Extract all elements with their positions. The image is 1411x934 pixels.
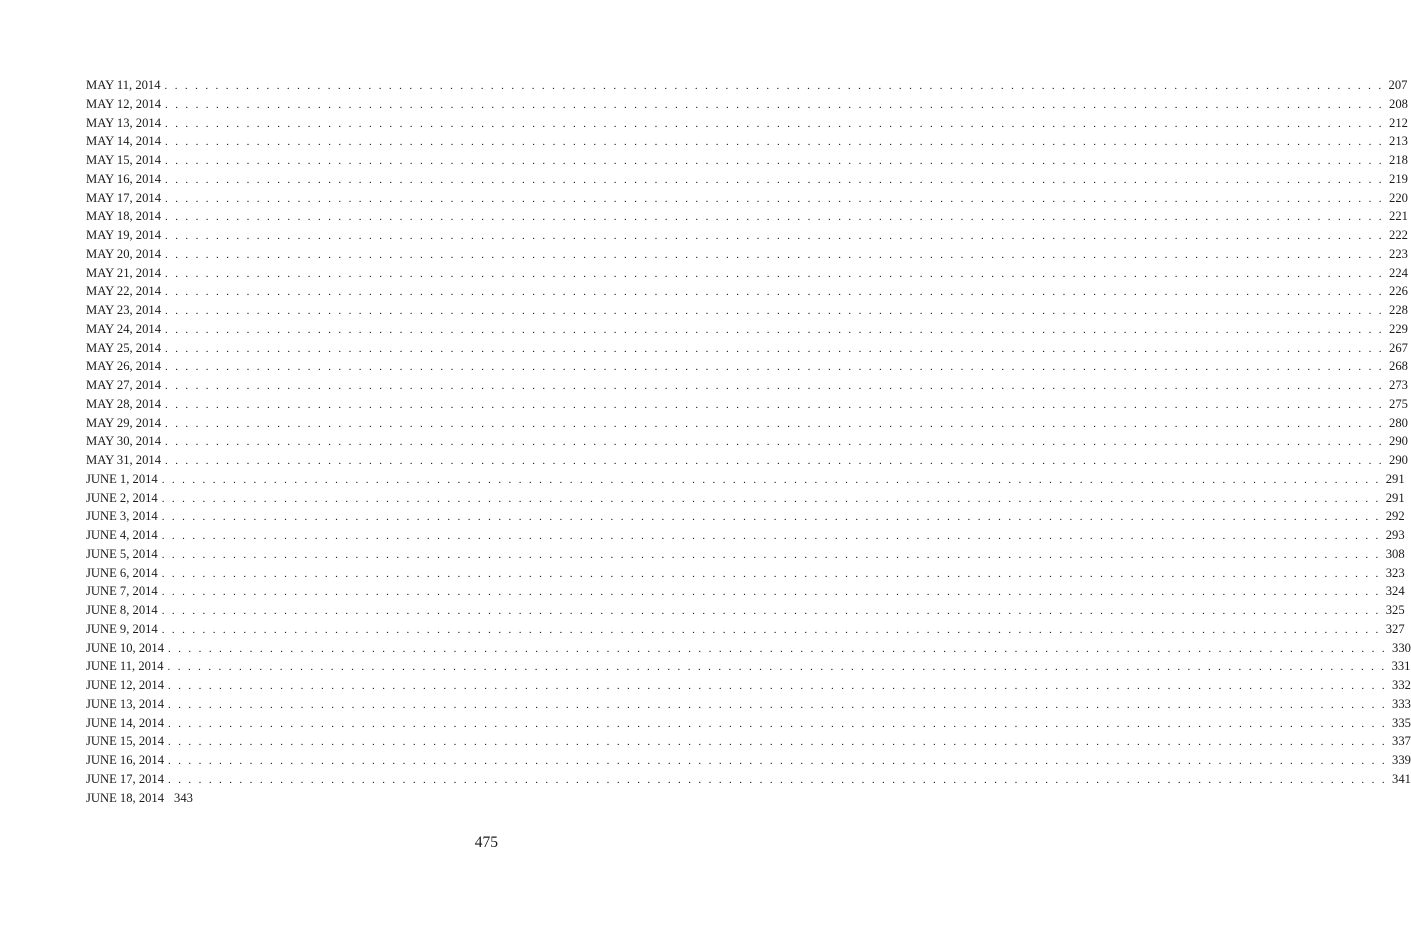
toc-entry — [86, 226, 1408, 245]
toc-entry — [86, 320, 1408, 339]
toc-entry-page: 280 — [1389, 415, 1408, 430]
toc-entry-page: 325 — [1385, 603, 1405, 617]
dot-leader: . . . . . . . . . . . . . . . . . . . . . . . . . . . . . . . . . . . . . . . . . . . . . . . . . . . . . . . . . . . . . . . . . . . . . . . . . . . . . . . . . . . . . . . . . . . . . . . . . . . . . . . . . . . . . . . . . . . . . . . . — [165, 98, 1384, 111]
toc-entry-page: 267 — [1389, 340, 1408, 355]
toc-entry-page: 226 — [1389, 284, 1408, 299]
toc-entry-page: 224 — [1389, 265, 1408, 280]
dot-leader: . . . . . . . . . . . . . . . . . . . . . . . . . . . . . . . . . . . . . . . . . . . . . . . . . . . . . . . . . . . . . . . . . . . . . . . . . . . . . . . . . . . . . . . . . . . . . . . . . . . . . . . . . . . . . . . . . . . . . . . . — [165, 380, 1384, 392]
dot-leader: . . . . . . . . . . . . . . . . . . . . . . . . . . . . . . . . . . . . . . . . . . . . . . . . . . . . . . . . . . . . . . . . . . . . . . . . . . . . . . . . . . . . . . . . . . . . . . . . . . . . . . . . . . . . . . . . . . . . . . . . — [168, 642, 1387, 655]
toc-entry — [86, 376, 1408, 395]
toc-entry-label: JUNE 8, 2014 — [86, 603, 158, 617]
toc-entry — [86, 676, 1411, 695]
toc-entry-label: JUNE 2, 2014 — [86, 490, 158, 505]
dot-leader: . . . . . . . . . . . . . . . . . . . . . . . . . . . . . . . . . . . . . . . . . . . . . . . . . . . . . . . . . . . . . . . . . . . . . . . . . . . . . . . . . . . . . . . . . . . . . . . . . . . . . . . . . . . . . . . . . . . . . . . . — [161, 567, 1381, 580]
toc-entry-label: JUNE 11, 2014 — [86, 659, 164, 674]
dot-leader: . . . . . . . . . . . . . . . . . . . . . . . . . . . . . . . . . . . . . . . . . . . . . . . . . . . . . . . . . . . . . . . . . . . . . . . . . . . . . . . . . . . . . . . . . . . . . . . . . . . . . . . . . . . . . . . . . . . . . . . . — [168, 680, 1387, 692]
toc-entry-label: JUNE 1, 2014 — [86, 471, 158, 486]
toc-entry — [86, 245, 1408, 264]
toc-entry — [86, 770, 1411, 789]
dot-leader: . . . . . . . . . . . . . . . . . . . . . . . . . . . . . . . . . . . . . . . . . . . . . . . . . . . . . . . . . . . . . . . . . . . . . . . . . . . . . . . . . . . . . . . . . . . . . . . . . . . . . . . . . . . . . . . . . . . . . . . . — [165, 192, 1384, 205]
toc-entry-label: MAY 18, 2014 — [86, 209, 161, 224]
toc-entry-label: MAY 26, 2014 — [86, 359, 161, 374]
toc-entry-label: MAY 23, 2014 — [86, 303, 161, 317]
toc-entry-page: 212 — [1389, 115, 1408, 130]
toc-entry-page: 323 — [1385, 565, 1405, 580]
toc-entry-label: MAY 20, 2014 — [86, 246, 161, 261]
dot-leader: . . . . . . . . . . . . . . . . . . . . . . . . . . . . . . . . . . . . . . . . . . . . . . . . . . . . . . . . . . . . . . . . . . . . . . . . . . . . . . . . . . . . . . . . . . . . . . . . . . . . . . . . . . . . . . . . . . . . . . . . — [165, 417, 1384, 430]
toc-entry-label: JUNE 7, 2014 — [86, 584, 158, 599]
toc-entry-page: 332 — [1392, 678, 1411, 692]
toc-entry — [86, 76, 1408, 95]
toc-entry-page: 218 — [1389, 153, 1408, 167]
dot-leader: . . . . . . . . . . . . . . . . . . . . . . . . . . . . . . . . . . . . . . . . . . . . . . . . . . . . . . . . . . . . . . . . . . . . . . . . . . . . . . . . . . . . . . . . . . . . . . . . . . . . . . . . . . . . . . . . . . . . . . . . — [167, 661, 1387, 674]
dot-leader: . . . . . . . . . . . . . . . . . . . . . . . . . . . . . . . . . . . . . . . . . . . . . . . . . . . . . . . . . . . . . . . . . . . . . . . . . . . . . . . . . . . . . . . . . . . . . . . . . . . . . . . . . . . . . . . . . . . . . . . . — [161, 548, 1381, 561]
toc-entry — [86, 489, 1405, 508]
dot-leader: . . . . . . . . . . . . . . . . . . . . . . . . . . . . . . . . . . . . . . . . . . . . . . . . . . . . . . . . . . . . . . . . . . . . . . . . . . . . . . . . . . . . . . . . . . . . . . . . . . . . . . . . . . . . . . . . . . . . . . . . — [165, 361, 1384, 374]
dot-leader: . . . . . . . . . . . . . . . . . . . . . . . . . . . . . . . . . . . . . . . . . . . . . . . . . . . . . . . . . . . . . . . . . . . . . . . . . . . . . . . . . . . . . . . . . . . . . . . . . . . . . . . . . . . . . . . . . . . . . . . . — [161, 511, 1381, 524]
toc-entry-label: MAY 29, 2014 — [86, 415, 161, 430]
dot-leader: . . . . . . . . . . . . . . . . . . . . . . . . . . . . . . . . . . . . . . . . . . . . . . . . . . . . . . . . . . . . . . . . . . . . . . . . . . . . . . . . . . . . . . . . . . . . . . . . . . . . . . . . . . . . . . . . . . . . . . . . — [165, 230, 1384, 242]
toc-entry — [86, 582, 1405, 601]
toc-entry-page: 208 — [1389, 96, 1408, 111]
toc-entry-label: MAY 15, 2014 — [86, 153, 161, 167]
toc-entry — [86, 132, 1408, 151]
toc-entry-label: MAY 16, 2014 — [86, 171, 161, 186]
toc-entry-page: 213 — [1389, 134, 1408, 149]
toc-entry-label: MAY 19, 2014 — [86, 228, 161, 242]
toc-entry-label: MAY 24, 2014 — [86, 321, 161, 336]
dot-leader: . . . . . . . . . . . . . . . . . . . . . . . . . . . . . . . . . . . . . . . . . . . . . . . . . . . . . . . . . . . . . . . . . . . . . . . . . . . . . . . . . . . . . . . . . . . . . . . . . . . . . . . . . . . . . . . . . . . . . . . . — [165, 155, 1384, 167]
dot-leader: . . . . . . . . . . . . . . . . . . . . . . . . . . . . . . . . . . . . . . . . . . . . . . . . . . . . . . . . . . . . . . . . . . . . . . . . . . . . . . . . . . . . . . . . . . . . . . . . . . . . . . . . . . . . . . . . . . . . . . . . — [168, 736, 1387, 749]
toc-entry — [86, 432, 1408, 451]
dot-leader: . . . . . . . . . . . . . . . . . . . . . . . . . . . . . . . . . . . . . . . . . . . . . . . . . . . . . . . . . . . . . . . . . . . . . . . . . . . . . . . . . . . . . . . . . . . . . . . . . . . . . . . . . . . . . . . . . . . . . . . . — [165, 305, 1384, 317]
toc-entry-page: 219 — [1389, 171, 1408, 186]
toc-entry-label: JUNE 5, 2014 — [86, 546, 158, 561]
dot-leader: . . . . . . . . . . . . . . . . . . . . . . . . . . . . . . . . . . . . . . . . . . . . . . . . . . . . . . . . . . . . . . . . . . . . . . . . . . . . . . . . . . . . . . . . . . . . . . . . . . . . . . . . . . . . . . . . . . . . . . . . — [165, 436, 1384, 449]
toc-entry-label: MAY 17, 2014 — [86, 190, 161, 205]
toc-entry-label: MAY 30, 2014 — [86, 434, 161, 449]
toc-entry-label: MAY 27, 2014 — [86, 378, 161, 392]
toc-entry-page: 331 — [1391, 659, 1411, 674]
dot-leader: . . . . . . . . . . . . . . . . . . . . . . . . . . . . . . . . . . . . . . . . . . . . . . . . . . . . . . . . . . . . . . . . . . . . . . . . . . . . . . . . . . . . . . . . . . . . . . . . . . . . . . . . . . . . . . . . . . . . . . . . — [165, 455, 1384, 467]
dot-leader: . . . . . . . . . . . . . . . . . . . . . . . . . . . . . . . . . . . . . . . . . . . . . . . . . . . . . . . . . . . . . . . . . . . . . . . . . . . . . . . . . . . . . . . . . . . . . . . . . . . . . . . . . . . . . . . . . . . . . . . . — [161, 605, 1381, 617]
toc-entry-label: JUNE 13, 2014 — [86, 696, 165, 711]
toc-entry — [86, 657, 1411, 676]
dot-leader: . . . . . . . . . . . . . . . . . . . . . . . . . . . . . . . . . . . . . . . . . . . . . . . . . . . . . . . . . . . . . . . . . . . . . . . . . . . . . . . . . . . . . . . . . . . . . . . . . . . . . . . . . . . . . . . . . . . . . . . . — [165, 323, 1384, 336]
dot-leader: . . . . . . . . . . . . . . . . . . . . . . . . . . . . . . . . . . . . . . . . . . . . . . . . . . . . . . . . . . . . . . . . . . . . . . . . . . . . . . . . . . . . . . . . . . . . . . . . . . . . . . . . . . . . . . . . . . . . . . . . — [165, 342, 1384, 355]
toc-entry-page: 207 — [1388, 78, 1408, 92]
dot-leader: . . . . . . . . . . . . . . . . . . . . . . . . . . . . . . . . . . . . . . . . . . . . . . . . . . . . . . . . . . . . . . . . . . . . . . . . . . . . . . . . . . . . . . . . . . . . . . . . . . . . . . . . . . . . . . . . . . . . . . . . — [168, 717, 1387, 730]
dot-leader: . . . . . . . . . . . . . . . . . . . . . . . . . . . . . . . . . . . . . . . . . . . . . . . . . . . . . . . . . . . . . . . . . . . . . . . . . . . . . . . . . . . . . . . . . . . . . . . . . . . . . . . . . . . . . . . . . . . . . . . . — [168, 755, 1387, 767]
toc-entry-page: 333 — [1392, 696, 1411, 711]
toc-entry-page: 293 — [1385, 528, 1405, 542]
toc-entry — [86, 601, 1405, 620]
toc-entry-label: JUNE 10, 2014 — [86, 640, 165, 655]
toc-entry-label: MAY 22, 2014 — [86, 284, 161, 299]
dot-leader: . . . . . . . . . . . . . . . . . . . . . . . . . . . . . . . . . . . . . . . . . . . . . . . . . . . . . . . . . . . . . . . . . . . . . . . . . . . . . . . . . . . . . . . . . . . . . . . . . . . . . . . . . . . . . . . . . . . . . . . . — [165, 398, 1384, 411]
toc-entry-label: JUNE 4, 2014 — [86, 528, 158, 542]
toc-entry-page: 223 — [1389, 246, 1408, 261]
toc-entry — [86, 170, 1408, 189]
dot-leader: . . . . . . . . . . . . . . . . . . . . . . . . . . . . . . . . . . . . . . . . . . . . . . . . . . . . . . . . . . . . . . . . . . . . . . . . . . . . . . . . . . . . . . . . . . . . . . . . . . . . . . . . . . . . . . . . . . . . . . . . — [161, 586, 1381, 599]
toc-entry — [86, 789, 498, 808]
dot-leader: . . . . . . . . . . . . . . . . . . . . . . . . . . . . . . . . . . . . . . . . . . . . . . . . . . . . . . . . . . . . . . . . . . . . . . . . . . . . . . . . . . . . . . . . . . . . . . . . . . . . . . . . . . . . . . . . . . . . . . . . — [161, 492, 1381, 505]
toc-entry — [86, 526, 1405, 545]
toc-entry-page: 291 — [1385, 490, 1405, 505]
dot-leader: . . . . . . . . . . . . . . . . . . . . . . . . . . . . . . . . . . . . . . . . . . . . . . . . . . . . . . . . . . . . . . . . . . . . . . . . . . . . . . . . . . . . . . . . . . . . . . . . . . . . . . . . . . . . . . . . . . . . . . . . — [165, 173, 1384, 186]
toc-entry-page: 273 — [1389, 378, 1408, 392]
toc-entry-page: 324 — [1385, 584, 1405, 599]
toc-entry-label: MAY 21, 2014 — [86, 265, 161, 280]
toc-entry-page: 308 — [1385, 546, 1405, 561]
toc-entry — [86, 264, 1408, 283]
toc-entry — [86, 339, 1408, 358]
toc-entry — [86, 207, 1408, 226]
toc-entry-page: 220 — [1389, 190, 1408, 205]
toc-entry — [86, 639, 1411, 658]
toc-entry-page: 327 — [1385, 621, 1405, 636]
toc-entry — [86, 620, 1405, 639]
toc-entry-label: JUNE 16, 2014 — [86, 753, 165, 767]
toc-entry — [86, 714, 1411, 733]
toc-entry-page: 339 — [1392, 753, 1411, 767]
toc-entry-label: MAY 31, 2014 — [86, 453, 161, 467]
dot-leader: . . . . . . . . . . . . . . . . . . . . . . . . . . . . . . . . . . . . . . . . . . . . . . . . . . . . . . . . . . . . . . . . . . . . . . . . . . . . . . . . . . . . . . . . . . . . . . . . . . . . . . . . . . . . . . . . . . . . . . . . — [168, 773, 1387, 786]
dot-leader: . . . . . . . . . . . . . . . . . . . . . . . . . . . . . . . . . . . . . . . . . . . . . . . . . . . . . . . . . . . . . . . . . . . . . . . . . . . . . . . . . . . . . . . . . . . . . . . . . . . . . . . . . . . . . . . . . . . . . . . . — [164, 80, 1384, 92]
dot-leader: . . . . . . . . . . . . . . . . . . . . . . . . . . . . . . . . . . . . . . . . . . . . . . . . . . . . . . . . . . . . . . . . . . . . . . . . . . . . . . . . . . . . . . . . . . . . . . . . . . . . . . . . . . . . . . . . . . . . . . . . — [161, 530, 1381, 542]
toc-entry-label: JUNE 3, 2014 — [86, 509, 158, 524]
toc-entry-page: 268 — [1389, 359, 1408, 374]
toc-entry — [86, 151, 1408, 170]
toc-entry-label: MAY 12, 2014 — [86, 96, 161, 111]
toc-entry — [86, 451, 1408, 470]
toc-entry-label: MAY 11, 2014 — [86, 78, 161, 92]
toc-entry — [86, 414, 1408, 433]
toc-entry-label: JUNE 9, 2014 — [86, 621, 158, 636]
page-number: 475 — [474, 834, 498, 851]
toc-entry-label: MAY 28, 2014 — [86, 396, 161, 411]
toc-entry — [86, 751, 1411, 770]
toc-entry — [86, 545, 1405, 564]
toc-entry-label: JUNE 18, 2014 — [86, 790, 165, 805]
toc-entry-label: MAY 13, 2014 — [86, 115, 161, 130]
toc-list — [86, 76, 1411, 807]
toc-entry-page: 228 — [1389, 303, 1408, 317]
dot-leader: . . . . . . . . . . . . . . . . . . . . . . . . . . . . . . . . . . . . . . . . . . . . . . . . . . . . . . . . . . . . . . . . . . . . . . . . . . . . . . . . . . . . . . . . . . . . . . . . . . . . . . . . . . . . . . . . . . . . . . . . — [165, 286, 1384, 299]
toc-entry-page: 229 — [1389, 321, 1408, 336]
dot-leader: . . . . . . . . . . . . . . . . . . . . . . . . . . . . . . . . . . . . . . . . . . . . . . . . . . . . . . . . . . . . . . . . . . . . . . . . . . . . . . . . . . . . . . . . . . . . . . . . . . . . . . . . . . . . . . . . . . . . . . . . — [165, 136, 1384, 149]
toc-entry — [86, 564, 1405, 583]
toc-entry-label: JUNE 15, 2014 — [86, 734, 165, 749]
toc-entry-page: 292 — [1385, 509, 1405, 524]
toc-entry-label: MAY 25, 2014 — [86, 340, 161, 355]
toc-entry-page: 221 — [1389, 209, 1408, 224]
dot-leader: . . . . . . . . . . . . . . . . . . . . . . . . . . . . . . . . . . . . . . . . . . . . . . . . . . . . . . . . . . . . . . . . . . . . . . . . . . . . . . . . . . . . . . . . . . . . . . . . . . . . . . . . . . . . . . . . . . . . . . . . — [165, 117, 1384, 130]
dot-leader: . . . . . . . . . . . . . . . . . . . . . . . . . . . . . . . . . . . . . . . . . . . . . . . . . . . . . . . . . . . . . . . . . . . . . . . . . . . . . . . . . . . . . . . . . . . . . . . . . . . . . . . . . . . . . . . . . . . . . . . . — [165, 248, 1384, 261]
toc-entry — [86, 114, 1408, 133]
toc-entry — [86, 282, 1408, 301]
dot-leader: . . . . . . . . . . . . . . . . . . . . . . . . . . . . . . . . . . . . . . . . . . . . . . . . . . . . . . . . . . . . . . . . . . . . . . . . . . . . . . . . . . . . . . . . . . . . . . . . . . . . . . . . . . . . . . . . . . . . . . . . — [168, 698, 1387, 711]
toc-entry — [86, 357, 1408, 376]
toc-entry-label: MAY 14, 2014 — [86, 134, 161, 149]
toc-entry-page: 290 — [1389, 453, 1408, 467]
toc-entry-page: 341 — [1392, 771, 1411, 786]
toc-entry — [86, 95, 1408, 114]
toc-entry-page: 343 — [174, 790, 193, 805]
toc-entry — [86, 695, 1411, 714]
toc-entry-label: JUNE 12, 2014 — [86, 678, 165, 692]
toc-entry — [86, 470, 1405, 489]
toc-entry-page: 337 — [1392, 734, 1411, 749]
toc-entry — [86, 732, 1411, 751]
toc-entry-page: 291 — [1385, 471, 1405, 486]
toc-entry-label: JUNE 6, 2014 — [86, 565, 158, 580]
toc-entry — [86, 189, 1408, 208]
toc-entry-label: JUNE 14, 2014 — [86, 715, 165, 730]
toc-entry — [86, 395, 1408, 414]
toc-entry — [86, 301, 1408, 320]
dot-leader: . . . . . . . . . . . . . . . . . . . . . . . . . . . . . . . . . . . . . . . . . . . . . . . . . . . . . . . . . . . . . . . . . . . . . . . . . . . . . . . . . . . . . . . . . . . . . . . . . . . . . . . . . . . . . . . . . . . . . . . . — [161, 473, 1381, 486]
toc-entry-page: 335 — [1392, 715, 1411, 730]
toc-entry-page: 290 — [1389, 434, 1408, 449]
dot-leader: . . . . . . . . . . . . . . . . . . . . . . . . . . . . . . . . . . . . . . . . . . . . . . . . . . . . . . . . . . . . . . . . . . . . . . . . . . . . . . . . . . . . . . . . . . . . . . . . . . . . . . . . . . . . . . . . . . . . . . . . — [165, 211, 1384, 224]
dot-leader: . . . . . . . . . . . . . . . . . . . . . . . . . . . . . . . . . . . . . . . . . . . . . . . . . . . . . . . . . . . . . . . . . . . . . . . . . . . . . . . . . . . . . . . . . . . . . . . . . . . . . . . . . . . . . . . . . . . . . . . . — [165, 267, 1384, 280]
toc-entry-label: JUNE 17, 2014 — [86, 771, 165, 786]
toc-entry — [86, 507, 1405, 526]
toc-entry-page: 330 — [1392, 640, 1411, 655]
toc-entry-page: 222 — [1389, 228, 1408, 242]
dot-leader: . . . . . . . . . . . . . . . . . . . . . . . . . . . . . . . . . . . . . . . . . . . . . . . . . . . . . . . . . . . . . . . . . . . . . . . . . . . . . . . . . . . . . . . . . . . . . . . . . . . . . . . . . . . . . . . . . . . . . . . . — [161, 623, 1381, 636]
toc-entry-page: 275 — [1389, 396, 1408, 411]
